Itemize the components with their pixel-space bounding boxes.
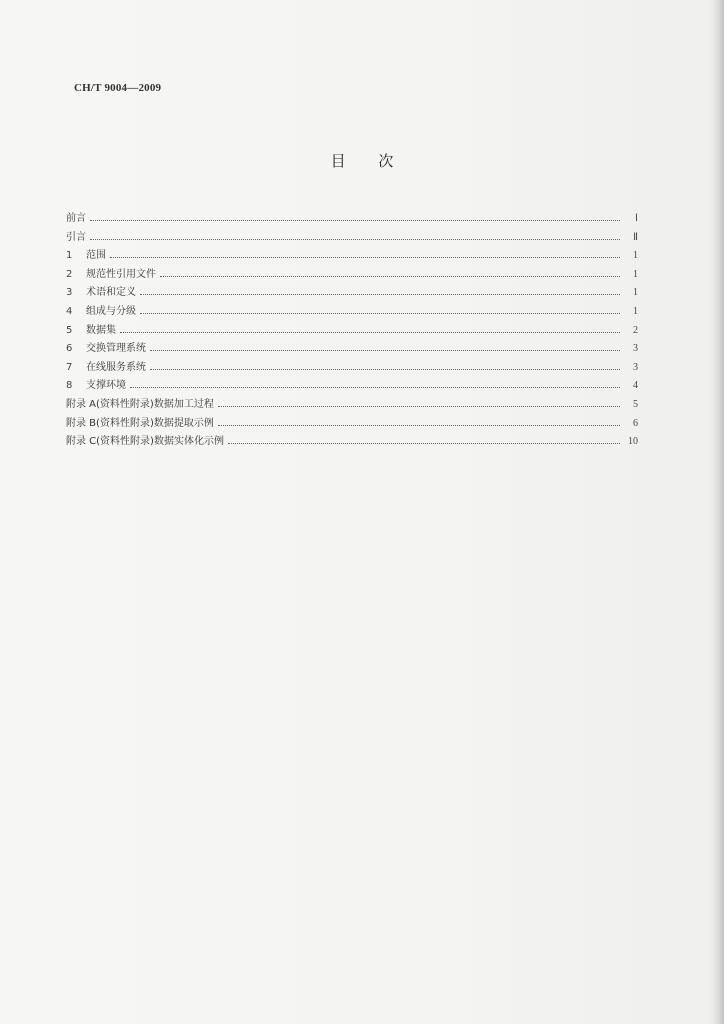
- toc-entry: [66, 340, 638, 359]
- toc-entry-number: 7: [66, 361, 73, 373]
- toc-leader-dots: [130, 387, 620, 388]
- toc-entry-page: 3: [633, 361, 638, 373]
- toc-entry: [66, 396, 638, 415]
- toc-leader-dots: [120, 332, 620, 333]
- toc-entry-label: 术语和定义: [86, 287, 136, 299]
- toc-entry-page: 6: [633, 417, 638, 429]
- toc-leader-dots: [110, 257, 620, 258]
- toc-entry-number: 4: [66, 305, 73, 317]
- toc-leader-dots: [160, 276, 620, 277]
- toc-entry-number: 5: [66, 324, 73, 336]
- toc-entry-page: 3: [633, 343, 638, 355]
- toc-entry-label: 组成与分级: [86, 305, 136, 317]
- toc-entry-label: 附录 B(资料性附录)数据提取示例: [66, 417, 214, 429]
- toc-entry-number: 3: [66, 287, 73, 299]
- toc-leader-dots: [150, 350, 620, 351]
- toc-leader-dots: [218, 406, 620, 407]
- toc-entry-number: 2: [66, 268, 73, 280]
- toc-entry-label: 范围: [86, 250, 106, 262]
- toc-entry-page: 4: [633, 380, 638, 392]
- toc-leader-dots: [90, 239, 620, 240]
- toc-entry: [66, 433, 638, 452]
- toc-entry-label: 交换管理系统: [86, 343, 146, 355]
- toc-leader-dots: [228, 443, 620, 444]
- toc-entry: [66, 247, 638, 266]
- toc-entry-label: 数据集: [86, 324, 116, 336]
- toc-entry-label: 前言: [66, 213, 86, 224]
- toc-entry: [66, 229, 638, 248]
- toc-entry-number: 1: [66, 250, 73, 262]
- toc-entry-label: 附录 C(资料性附录)数据实体化示例: [66, 436, 224, 448]
- toc-leader-dots: [150, 369, 620, 370]
- toc-entry: [66, 359, 638, 378]
- toc-entry-page: 1: [633, 287, 638, 299]
- toc-entry-label: 附录 A(资料性附录)数据加工过程: [66, 398, 214, 410]
- toc-entry-label: 在线服务系统: [86, 361, 146, 373]
- toc-entry-page: Ⅰ: [635, 213, 638, 224]
- toc-entry-label: 支撑环境: [86, 380, 126, 392]
- toc-leader-dots: [140, 313, 620, 314]
- toc-entry-page: 10: [628, 436, 638, 448]
- toc-entry: [66, 266, 638, 285]
- toc-entry-page: 2: [633, 324, 638, 336]
- toc-entry: [66, 415, 638, 434]
- toc-entry-page: 5: [633, 398, 638, 410]
- standard-code: CH/T 9004—2009: [74, 82, 162, 94]
- toc-entry: [66, 377, 638, 396]
- toc-entry-page: 1: [633, 305, 638, 317]
- toc-leader-dots: [90, 220, 620, 221]
- toc-leader-dots: [218, 425, 620, 426]
- toc-entry-page: 1: [633, 250, 638, 262]
- toc-entry: [66, 322, 638, 341]
- toc-entry-number: 8: [66, 380, 73, 392]
- toc-entry-page: Ⅱ: [633, 231, 638, 243]
- toc-entry: [66, 284, 638, 303]
- page-title: 目 次: [330, 152, 408, 170]
- toc-entry-number: 6: [66, 343, 73, 355]
- toc-entry: [66, 210, 638, 229]
- toc-leader-dots: [140, 294, 620, 295]
- toc-entry-label: 引言: [66, 231, 86, 243]
- toc-entry-page: 1: [633, 268, 638, 280]
- table-of-contents: [66, 210, 638, 452]
- toc-entry-label: 规范性引用文件: [86, 268, 156, 280]
- toc-entry: [66, 303, 638, 322]
